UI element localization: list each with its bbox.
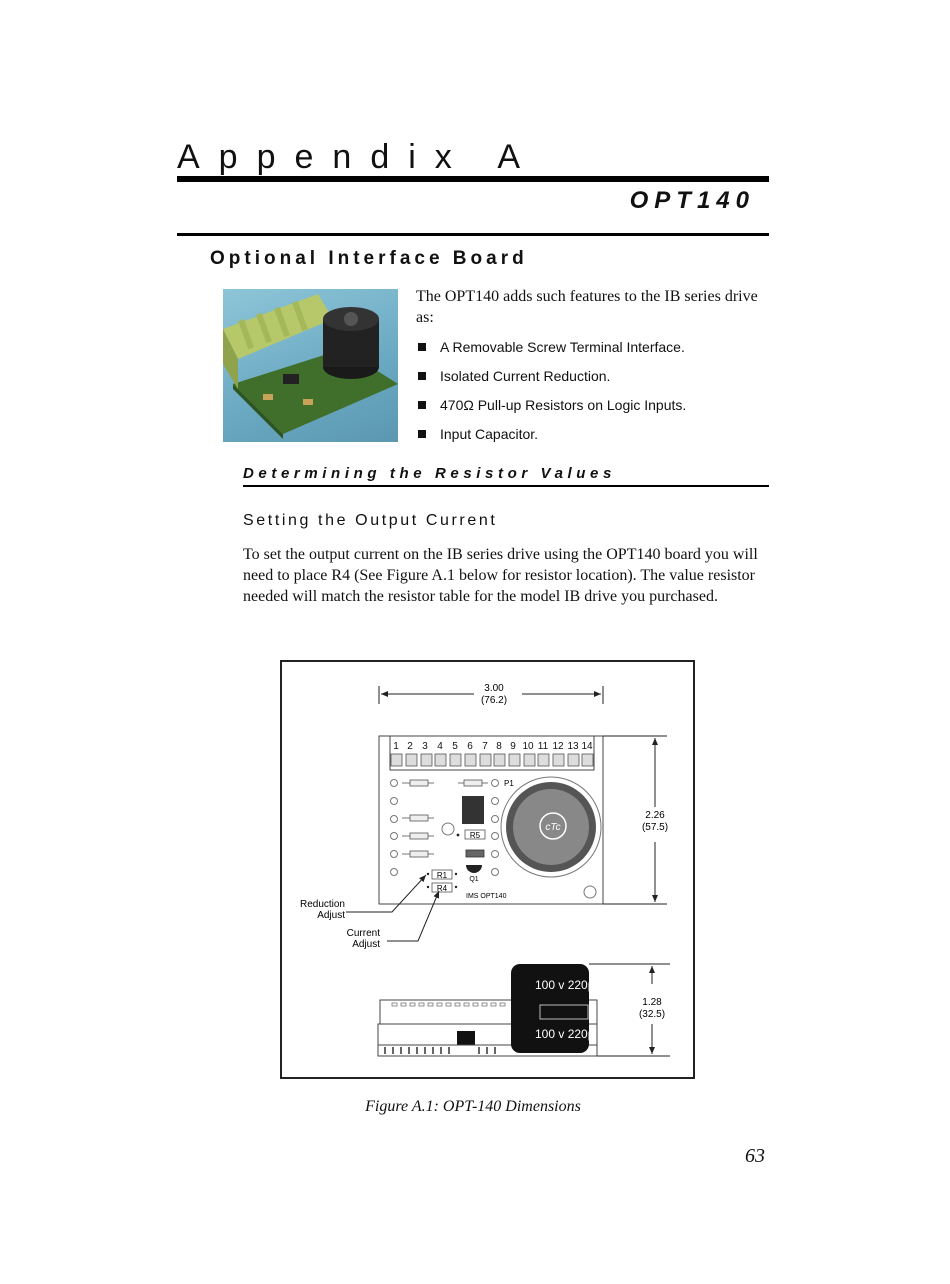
chapter-title: OPT140 (629, 187, 755, 214)
chapter-rule (177, 233, 769, 236)
feature-list (418, 339, 686, 455)
terminal-number: 11 (537, 741, 549, 752)
square-bullet-icon (418, 401, 426, 409)
depth-metric: (32.5) (638, 1009, 666, 1020)
r1-label: R1 (436, 871, 448, 880)
reduction-adjust-label-line2: Adjust (317, 910, 345, 921)
r4-label: R4 (436, 884, 448, 893)
terminal-number: 10 (522, 741, 534, 752)
terminal-number: 2 (407, 741, 413, 752)
terminal-number: 3 (422, 741, 428, 752)
height-metric: (57.5) (641, 822, 669, 833)
terminal-number: 13 (567, 741, 579, 752)
section-title: Optional Interface Board (210, 248, 528, 269)
current-adjust-label-line2: Adjust (352, 939, 380, 950)
square-bullet-icon (418, 430, 426, 438)
subsubsection-title: Setting the Output Current (243, 512, 498, 529)
terminal-number: 1 (393, 741, 399, 752)
terminal-number: 12 (552, 741, 564, 752)
appendix-title: Appendix A (177, 138, 540, 176)
terminal-number: 5 (452, 741, 458, 752)
intro-text: The OPT140 adds such features to the IB series drive as: (416, 288, 758, 326)
list-item: A Removable Screw Terminal Interface. (418, 339, 686, 368)
dimension-figure (280, 660, 695, 1079)
current-adjust-label-line1: Current (346, 928, 380, 939)
width-metric: (76.2) (480, 695, 508, 706)
list-item: Isolated Current Reduction. (418, 368, 686, 397)
subsection-title: Determining the Resistor Values (243, 465, 616, 482)
terminal-number: 14 (581, 741, 593, 752)
board-photo (223, 289, 398, 442)
r5-label: R5 (469, 831, 481, 840)
square-bullet-icon (418, 343, 426, 351)
subsection-rule (243, 485, 769, 487)
list-item: Input Capacitor. (418, 426, 686, 455)
board-label: IMS OPT140 (466, 893, 507, 900)
terminal-number: 8 (496, 741, 502, 752)
header-rule (177, 176, 769, 182)
figure-caption: Figure A.1: OPT-140 Dimensions (365, 1098, 581, 1115)
terminal-number: 6 (467, 741, 473, 752)
capacitor-bottom-label: 100 v 220µ (535, 1027, 595, 1041)
depth-label: 1.28 (642, 997, 662, 1008)
terminal-number: 4 (437, 741, 443, 752)
page-number: 63 (745, 1145, 765, 1167)
terminal-number: 7 (482, 741, 488, 752)
width-label: 3.00 (484, 683, 504, 694)
square-bullet-icon (418, 372, 426, 380)
svg-text:cTc: cTc (545, 822, 561, 833)
body-paragraph: To set the output current on the IB series drive using the OPT140 board you will need to place R4 (See Figure A.1 below for resistor location). The value resistor needed will match the resistor table for the model IB drive you purchased. (243, 546, 758, 605)
q1-label: Q1 (469, 876, 479, 883)
list-item: 470Ω Pull-up Resistors on Logic Inputs. (418, 397, 686, 426)
height-label: 2.26 (645, 810, 665, 821)
capacitor-top-label: 100 v 220µ (535, 978, 595, 992)
reduction-adjust-label-line1: Reduction (299, 899, 345, 910)
terminal-number: 9 (510, 741, 516, 752)
p1-label: P1 (504, 779, 514, 788)
